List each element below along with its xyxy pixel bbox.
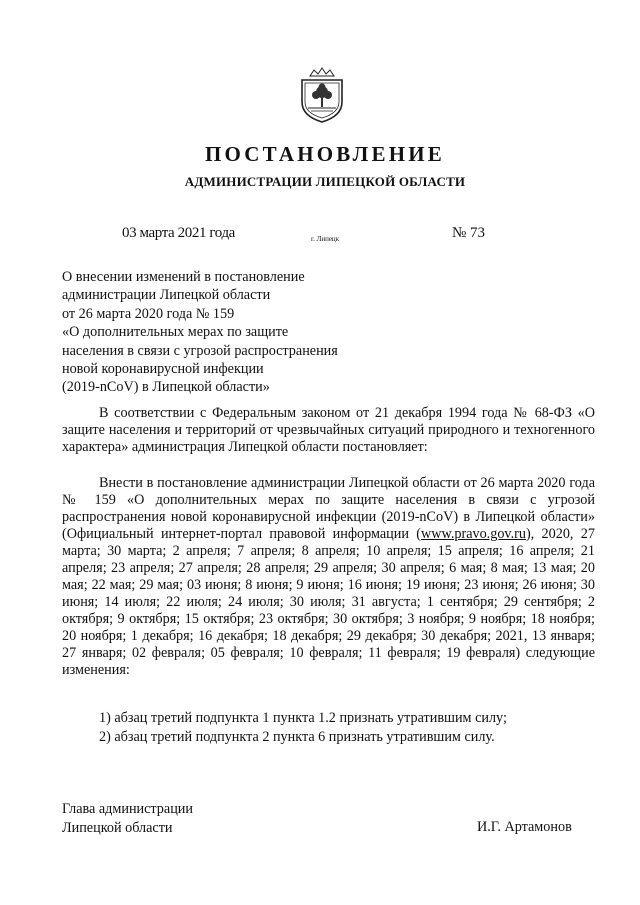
subject-line: (2019-nCoV) в Липецкой области»: [62, 379, 270, 396]
main-paragraph: [62, 475, 595, 679]
document-subject: [62, 268, 392, 397]
subject-line: «О дополнительных мерах по защите: [62, 324, 289, 341]
coat-of-arms-emblem: [296, 64, 348, 124]
signatory-name: И.Г. Артамонов: [477, 819, 572, 835]
document-city: г. Липецк: [311, 235, 340, 243]
main-paragraph-start: Внести в постановление администрации Липецкой области от 26 марта 2020 года № 159 «О дополнительных мерах по защите населения в связи с угрозой распространения новой коронавирусной инфекции (2019-nCoV) в Липецкой области» (Официальный интернет-портал правовой информации (: [62, 475, 595, 542]
document-title: ПОСТАНОВЛЕНИЕ: [204, 142, 446, 166]
subject-line: от 26 марта 2020 года № 159: [62, 305, 235, 322]
signatory-position-line: Глава администрации: [62, 801, 193, 817]
subject-line: населения в связи с угрозой распространения: [62, 342, 338, 359]
preamble-paragraph: В соответствии с Федеральным законом от 21 декабря 1994 года № 68-ФЗ «О защите населения и территорий от чрезвычайных ситуаций природного и техногенного характера» администрация Липецкой области постановляет:: [62, 405, 595, 455]
pravo-gov-link[interactable]: www.pravo.gov.ru: [421, 526, 526, 542]
subject-line: О внесении изменений в постановление: [62, 269, 305, 285]
document-date: 03 марта 2021 года: [122, 225, 235, 241]
main-paragraph-end: ), 2020, 27 марта; 30 марта; 2 апреля; 7 апреля; 8 апреля; 10 апреля; 15 апреля; 16 апреля; 21 апреля; 23 апреля; 27 апреля; 28 апреля; 29 апреля; 30 апреля; 6 мая; 8 мая; 13 мая; 20 мая; 22 мая; 29 мая; 03 июня; 8 июня; 9 июня; 16 июня; 19 июня; 23 июня; 26 июня; 30 июня; 14 июля; 22 июля; 24 июля; 30 июля; 31 августа; 1 сентября; 29 сентября; 2 октября; 9 октября; 15 октября; 23 октября; 30 октября; 3 ноября; 9 ноября; 18 ноября; 20 ноября; 1 декабря; 16 декабря; 18 декабря; 29 декабря; 30 декабря; 2021, 13 января; 27 января; 02 февраля; 05 февраля; 10 февраля; 11 февраля; 19 февраля) следующие изменения:: [62, 526, 595, 678]
issuing-authority: АДМИНИСТРАЦИИ ЛИПЕЦКОЙ ОБЛАСТИ: [184, 174, 466, 189]
subject-line: новой коронавирусной инфекции: [62, 361, 264, 378]
document-number: № 73: [452, 225, 486, 241]
signatory-position: [62, 800, 193, 838]
change-item-2: 2) абзац третий подпункта 2 пункта 6 признать утратившим силу.: [99, 729, 495, 745]
subject-line: администрации Липецкой области: [62, 287, 271, 304]
change-item-1: 1) абзац третий подпункта 1 пункта 1.2 признать утратившим силу;: [99, 710, 507, 726]
signatory-position-line: Липецкой области: [62, 820, 173, 836]
